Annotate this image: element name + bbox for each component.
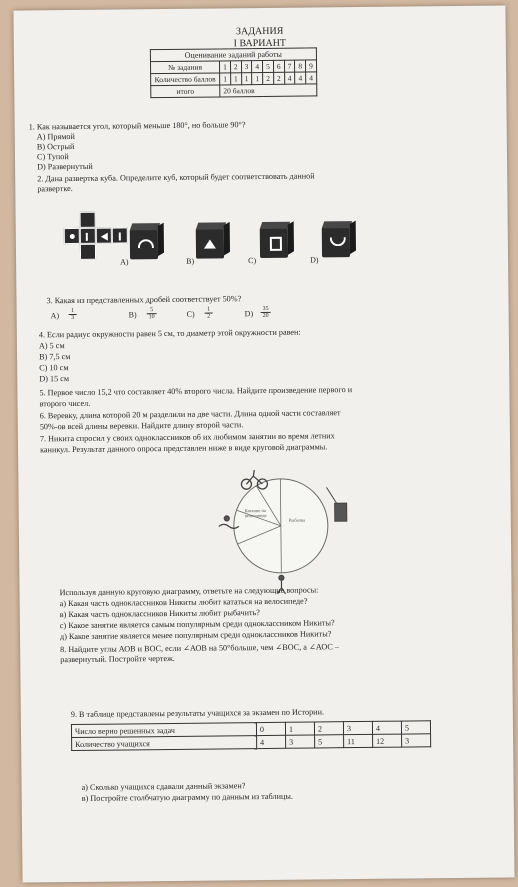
results-cell: 3 — [402, 734, 431, 747]
points-value: 1 — [220, 73, 231, 85]
grading-table-caption: Оценивание заданий работы — [150, 48, 316, 62]
question-3: 3. Какая из представленных дробей соответствует 50%? — [46, 294, 242, 306]
question-5-cont: второго чисел. — [39, 398, 91, 409]
points-value: 1 — [241, 73, 252, 85]
question-7-d: д) Какое занятие является менее популярным среди одноклассников Никиты? — [59, 629, 332, 642]
pie-chart — [196, 465, 357, 597]
pie-label-fishing: Рыбалка — [288, 517, 306, 523]
question-9-a: а) Сколько учащихся сдавали данный экзамен? — [81, 781, 246, 792]
q3-option-c-label: С) — [186, 309, 195, 319]
task-number: 8 — [295, 60, 306, 72]
cube-label-d: D) — [310, 255, 319, 265]
question-7-c: с) Какое занятие является самым популярным среди одноклассником Никиты? — [59, 618, 335, 631]
row-label: Количество баллов — [151, 73, 220, 86]
net-face — [80, 244, 96, 260]
q3-option-b-label: В) — [128, 310, 137, 320]
row-label: итого — [151, 85, 220, 98]
task-number: 1 — [219, 61, 230, 73]
task-number: 2 — [230, 61, 241, 73]
task-number: 4 — [252, 60, 263, 72]
cube-option-b — [196, 228, 224, 258]
row-label: № задания — [150, 61, 219, 74]
q3-option-d-label: D) — [244, 309, 254, 319]
q3-option-a-label: А) — [50, 311, 60, 321]
net-face — [80, 212, 96, 228]
question-6: 6. Веревку, длина которой 20 м разделили на две части. Длина одной части составляет — [39, 408, 341, 421]
cube-label-b: В) — [186, 256, 195, 266]
question-7-a: а) Какая часть одноклассников Никиты любит кататься на велосипеде? — [59, 596, 308, 609]
q4-option-d: D) 15 см — [39, 374, 70, 384]
grading-table — [150, 47, 317, 98]
task-number: 5 — [262, 60, 273, 72]
points-value: 4 — [284, 72, 295, 84]
fishing-icon — [326, 487, 346, 521]
question-7-instructions: Используя данную круговую диаграмму, ответьте на следующие вопросы: — [59, 585, 319, 598]
results-cell: 3 — [286, 735, 315, 748]
question-9: 9. В таблице представлены результаты учащихся за экзамен по Истории. — [70, 707, 325, 720]
task-number: 9 — [305, 60, 316, 72]
cube-label-a: А) — [120, 257, 129, 267]
q4-option-b: В) 7,5 см — [39, 352, 71, 362]
q3-option-c-fraction: 1 2 — [205, 307, 213, 320]
results-row-label: Число верно решенных задач — [71, 723, 256, 738]
question-1: 1. Как называется угол, который меньше 180°, но больше 90°? — [28, 120, 246, 132]
results-cell: 0 — [256, 722, 285, 735]
q1-option-c: С) Тупой — [36, 152, 69, 162]
worksheet-page — [13, 5, 514, 882]
cube-option-a — [130, 229, 158, 259]
question-7-b: в) Какая часть одноклассников Никиты любит рыбачить? — [59, 608, 260, 620]
q1-option-b: В) Острый — [36, 141, 75, 152]
q3-options — [51, 305, 371, 330]
results-row-students — [72, 734, 431, 751]
task-number: 3 — [241, 61, 252, 73]
net-face — [64, 228, 80, 244]
points-value: 4 — [306, 72, 317, 84]
question-7: 7. Никита спросил у своих одноклассников об их любимом занятии во время летних — [39, 431, 335, 444]
results-cell: 2 — [314, 722, 343, 735]
points-value: 1 — [252, 72, 263, 84]
variant-title: I ВАРИАНТ — [233, 37, 287, 50]
net-face — [96, 228, 112, 244]
results-cell: 4 — [372, 721, 401, 734]
question-8-cont: развернутый. Постройте чертеж. — [60, 653, 175, 665]
q1-option-a: А) Прямой — [36, 131, 75, 142]
q4-option-c: С) 10 см — [39, 363, 69, 373]
q1-option-d: D) Развернутый — [37, 161, 93, 172]
points-value: 4 — [295, 72, 306, 84]
question-2-cont: развертке. — [37, 183, 73, 194]
results-cell: 4 — [257, 735, 286, 748]
results-cell: 3 — [343, 721, 372, 734]
question-8: 8. Найдите углы АОВ и ВОС, если ∠АОВ на 50°больше, чем ∠ВОС, а ∠АОС – — [60, 642, 339, 655]
q3-option-a-fraction: 1 3 — [69, 308, 77, 321]
question-7-cont: каникул. Результат данного опроса представлен ниже в виде круговой диаграммы. — [40, 442, 328, 455]
points-value: 1 — [230, 73, 241, 85]
total-row — [151, 84, 317, 98]
question-9-b: в) Постройте столбчатую диаграмму по данным из таблицы. — [81, 791, 293, 803]
task-number: 6 — [273, 60, 284, 72]
results-cell: 11 — [344, 734, 373, 747]
q3-option-b-fraction: 5 10 — [147, 307, 157, 320]
pie-label-cycling: Катание на велосипеде — [244, 507, 267, 519]
points-value: 2 — [263, 72, 274, 84]
net-face — [112, 227, 128, 243]
results-table — [71, 720, 431, 751]
question-4: 4. Если радиус окружности равен 5 см, то диаметр этой окружности равен: — [38, 327, 301, 340]
results-row-label: Количество учащихся — [72, 736, 257, 751]
q3-option-d-fraction: 35 20 — [262, 305, 269, 320]
cube-option-c — [260, 228, 288, 258]
points-value: 2 — [273, 72, 284, 84]
question-2: 2. Дана развертка куба. Определите куб, который будет соответствовать данной — [37, 171, 315, 184]
net-face — [80, 228, 96, 244]
results-cell: 12 — [373, 734, 402, 747]
question-5: 5. Первое число 15,2 что составляет 40% второго числа. Найдите произведение первого и — [39, 385, 353, 398]
worksheet-title: ЗАДАНИЯ — [235, 25, 284, 38]
results-cell: 1 — [285, 722, 314, 735]
total-value: 20 баллов — [220, 84, 317, 97]
question-6-cont: 50%-ов всей длины веревки. Найдите длину второй части. — [39, 420, 244, 432]
results-cell: 5 — [401, 721, 430, 734]
cube-option-d — [322, 227, 350, 257]
q4-option-a: А) 5 см — [38, 341, 65, 351]
cube-label-c: С) — [248, 256, 257, 266]
results-cell: 5 — [315, 735, 344, 748]
task-number: 7 — [284, 60, 295, 72]
